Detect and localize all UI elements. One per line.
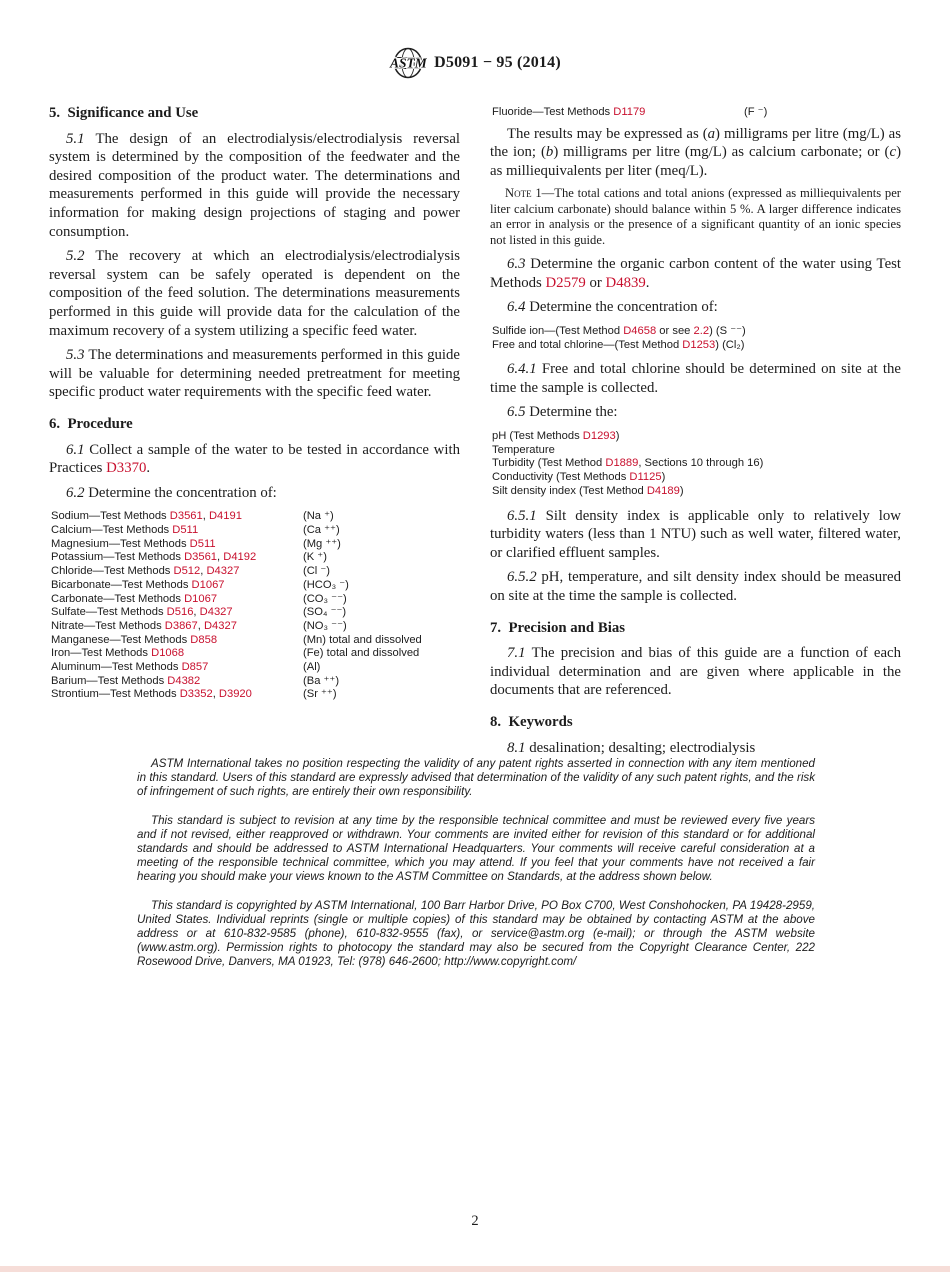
table-row — [51, 634, 460, 648]
text-run: 6.2 — [66, 484, 89, 501]
table-line — [492, 430, 901, 444]
text-run: ) — [661, 471, 666, 484]
text-run: 6.4.1 — [507, 361, 542, 378]
text-run: (Cl ⁻) — [303, 565, 331, 578]
text-run: c — [889, 144, 897, 161]
ref-link[interactable]: D3561 — [169, 510, 203, 523]
text-run: (Sr ⁺⁺) — [303, 688, 337, 701]
text-run: The determinations and measurements performed in this guide will be valuable for determining needed pretreatment for meeting specific product water requirements with the specific feed water. — [49, 347, 460, 401]
text-run: Determine the concentration of: — [529, 299, 718, 316]
text-run: Nitrate—Test Methods — [51, 619, 165, 632]
section-7-heading: 7. Precision and Bias — [490, 619, 625, 636]
note-1 — [490, 186, 901, 248]
text-run: Free and total chlorine should be determined on site at the time the sample is collected. — [490, 361, 901, 396]
table-row — [51, 675, 460, 689]
table-cell-formula — [303, 565, 460, 579]
text-run: Strontium—Test Methods — [51, 688, 180, 701]
ref-link[interactable]: D1293 — [582, 430, 616, 443]
table-row — [51, 510, 460, 524]
table-cell-formula — [303, 524, 460, 538]
table-row — [51, 538, 460, 552]
text-run: 8.1 — [507, 739, 530, 756]
ref-link[interactable]: 2.2 — [693, 324, 710, 337]
table-cell-method — [492, 106, 744, 120]
text-run: Turbidity (Test Method — [492, 457, 606, 470]
text-run: (Al) — [303, 661, 321, 674]
text-run: Determine the organic carbon content of the water using Test Methods — [490, 256, 902, 291]
text-run: 5.1 — [66, 130, 96, 147]
two-column-body — [49, 104, 901, 763]
para-6-4-1 — [490, 360, 901, 397]
table-cell-method — [51, 620, 303, 634]
astm-logo-icon — [389, 46, 427, 80]
text-run: . — [146, 460, 151, 477]
ref-link[interactable]: D1179 — [613, 106, 646, 118]
text-run: Determine the concentration of: — [88, 484, 277, 501]
text-run: Conductivity (Test Methods — [492, 471, 630, 484]
text-run: or — [585, 274, 606, 291]
ref-link[interactable]: D858 — [190, 633, 218, 646]
ref-link[interactable]: D1067 — [191, 578, 225, 591]
ref-link[interactable]: D3867 — [164, 619, 198, 632]
ref-link[interactable]: D4191 — [208, 510, 242, 523]
text-run: Determine the: — [529, 404, 618, 421]
ref-link[interactable]: D1068 — [151, 647, 185, 660]
ref-link[interactable]: D516 — [166, 606, 194, 619]
text-run: Free and total chlorine—(Test Method — [492, 338, 683, 351]
text-run: Silt density index is applicable only to relatively low turbidity waters (less than 1 NTU) such as well water, filtered water, or clarified effluent samples. — [490, 507, 901, 561]
footer-legal-block — [137, 757, 815, 984]
page-bottom-edge — [0, 1266, 950, 1272]
text-run: or see — [656, 324, 694, 337]
ref-link[interactable]: D1125 — [629, 471, 662, 484]
table-row — [51, 606, 460, 620]
table-row — [51, 551, 460, 565]
text-run: (Mg ⁺⁺) — [303, 537, 341, 550]
text-run: (K ⁺) — [303, 551, 327, 564]
text-run: 6.1 — [66, 441, 90, 458]
text-run: 6.5 — [507, 404, 530, 421]
text-run: ) — [679, 484, 684, 497]
text-run: . — [645, 274, 650, 291]
table-cell-method — [51, 524, 303, 538]
ref-link[interactable]: D4327 — [206, 565, 240, 578]
table-line — [492, 485, 901, 499]
text-run: The results may be expressed as ( — [507, 125, 708, 142]
para-6-1 — [49, 441, 460, 478]
text-run: 6.4 — [507, 299, 530, 316]
ref-link[interactable]: D4382 — [167, 674, 201, 687]
table-line — [492, 471, 901, 485]
table-cell-method — [51, 593, 303, 607]
text-run: (NO₃ ⁻⁻) — [303, 619, 347, 632]
para-results-expression — [490, 125, 901, 181]
section-5-heading: 5. Significance and Use — [49, 105, 199, 121]
para-5-1 — [49, 130, 460, 242]
table-line — [492, 339, 901, 353]
text-run: ) (S ⁻⁻) — [709, 324, 746, 337]
text-run: (Mn) total and dissolved — [303, 633, 422, 646]
right-column — [490, 104, 901, 763]
table-row — [51, 524, 460, 538]
ref-link[interactable]: D3561 — [184, 551, 218, 564]
text-run: ) milligrams per litre (mg/L) as calcium carbonate; or ( — [553, 144, 890, 161]
table-cell-formula — [303, 661, 460, 675]
ref-link[interactable]: D1067 — [184, 592, 218, 605]
section-8-heading: 8. Keywords — [490, 713, 573, 730]
table-cell-method — [51, 510, 303, 524]
ref-link[interactable]: D4192 — [223, 551, 257, 564]
text-run: 5.2 — [66, 248, 96, 265]
text-run: 6.5.2 — [507, 569, 542, 586]
text-run: (Ca ⁺⁺) — [303, 523, 340, 536]
text-run: The precision and bias of this guide are a function of each individual determination and are given where applicable in the documents that are referenced. — [490, 645, 901, 699]
table-cell-formula — [303, 579, 460, 593]
para-6-2 — [49, 484, 460, 503]
table-cell-method — [51, 661, 303, 675]
text-run: 6.5.1 — [507, 507, 546, 524]
ref-link[interactable]: D4189 — [646, 484, 680, 497]
text-run: Aluminum—Test Methods — [51, 661, 182, 674]
ref-link[interactable]: D4327 — [199, 606, 233, 619]
table-row — [51, 593, 460, 607]
text-run: Collect a sample of the water to be tested in accordance with Practices — [49, 441, 460, 477]
para-6-5-1 — [490, 507, 901, 563]
table-cell-formula — [303, 538, 460, 552]
ref-link[interactable]: D1253 — [682, 338, 716, 351]
text-run: Sulfide ion—(Test Method — [492, 324, 624, 337]
ref-link[interactable]: D512 — [173, 565, 201, 578]
table-cell-method — [51, 647, 303, 661]
text-run: , — [217, 551, 224, 564]
table-cell-method — [51, 579, 303, 593]
table-row — [51, 688, 460, 702]
text-run: pH, temperature, and silt density index should be measured on site at the time the sample is collected. — [490, 569, 901, 604]
patent-disclaimer: ASTM International takes no position respecting the validity of any patent rights asserted in connection with any item mentioned in this standard. Users of this standard are expressly advised that determination of the validity of any such patent rights, and the risk of infringement of such rights, are entirely their own responsibility. — [137, 757, 815, 799]
table-cell-method — [51, 634, 303, 648]
fluoride-method-row — [492, 106, 901, 120]
ref-link[interactable]: D3370 — [106, 460, 147, 477]
ref-link[interactable]: D3920 — [218, 688, 252, 701]
ref-link[interactable]: D511 — [189, 537, 216, 550]
ref-link[interactable]: D1889 — [605, 457, 639, 470]
text-run: , — [193, 606, 200, 619]
table-cell-formula — [303, 688, 460, 702]
para-6-5-2 — [490, 568, 901, 605]
sulfide-chlorine-table — [492, 325, 901, 352]
table-cell-method — [51, 675, 303, 689]
table-cell-formula — [303, 675, 460, 689]
text-run: ) (Cl₂) — [715, 338, 745, 351]
text-run: , — [200, 565, 207, 578]
text-run: Manganese—Test Methods — [51, 633, 191, 646]
text-run: Iron—Test Methods — [51, 647, 152, 660]
ref-link[interactable]: D3352 — [179, 688, 213, 701]
table-row — [51, 647, 460, 661]
text-run: pH (Test Methods — [492, 430, 583, 443]
table-cell-method — [51, 538, 303, 552]
text-run: desalination; desalting; electrodialysis — [529, 739, 756, 756]
para-8-1 — [490, 739, 901, 758]
table-cell-formula — [303, 593, 460, 607]
text-run: (HCO₃ ⁻) — [303, 578, 349, 591]
table-line — [492, 457, 901, 471]
standard-designation: D5091 − 95 (2014) — [434, 54, 561, 71]
text-run: Sulfate—Test Methods — [51, 606, 167, 619]
table-line — [492, 444, 901, 458]
text-run: 6.3 — [507, 256, 531, 273]
table-cell-formula — [303, 551, 460, 565]
copyright-notice: This standard is copyrighted by ASTM International, 100 Barr Harbor Drive, PO Box C700, West Conshohocken, PA 19428-2959, United States. Individual reprints (single or multiple copies) of this standard may be obtained by contacting ASTM at the above address or at 610-832-9585 (phone), 610-832-9555 (fax), or service@astm.org (e-mail); or through the ASTM website (www.astm.org). Permission rights to photocopy the standard may also be secured from the Copyright Clearance Center, 222 Rosewood Drive, Danvers, MA 01923, Tel: (978) 646-2600; http://www.copyright.com/ — [137, 898, 815, 969]
concentration-methods-table — [51, 510, 460, 702]
text-run: ) as milliequivalents per liter (meq/L). — [490, 144, 901, 179]
text-run: ) — [615, 430, 620, 443]
ref-link[interactable]: D857 — [181, 661, 209, 674]
text-run: Bicarbonate—Test Methods — [51, 578, 192, 591]
table-cell-method — [51, 551, 303, 565]
table-row — [492, 106, 901, 120]
table-cell-formula — [303, 510, 460, 524]
table-cell-formula — [303, 634, 460, 648]
ref-link[interactable]: D2579 — [545, 274, 586, 291]
text-run: Note 1— — [505, 186, 555, 201]
left-column — [49, 104, 460, 763]
para-5-2 — [49, 247, 460, 340]
text-run: Barium—Test Methods — [51, 674, 168, 687]
text-run: Silt density index (Test Method — [492, 484, 647, 497]
text-run: The recovery at which an electrodialysis/electrodialysis reversal system can be safely operated is dependent on the composition of the feed solution. The determinations measurements performed in this guide will provide data for the calculation of the maximum recovery of a system utilizing a specific feed water. — [49, 248, 460, 339]
text-run: 7.1 — [507, 645, 532, 662]
table-row — [51, 579, 460, 593]
page-header — [49, 46, 901, 80]
table-line — [492, 325, 901, 339]
para-5-3 — [49, 346, 460, 402]
table-cell-formula — [744, 106, 901, 120]
table-row — [51, 620, 460, 634]
text-run: , — [197, 619, 204, 632]
text-run: Chloride—Test Methods — [51, 565, 174, 578]
text-run: , — [202, 510, 209, 523]
text-run: Temperature — [492, 443, 555, 456]
text-run: Potassium—Test Methods — [51, 551, 185, 564]
table-cell-formula — [303, 620, 460, 634]
page-number: 2 — [471, 1213, 479, 1229]
table-row — [51, 565, 460, 579]
text-run: The total cations and total anions (expressed as milliequivalents per liter calcium carbonate) should balance within 5 %. A larger difference indicates an error in analysis or the presence of a significant quantity of an ionic species not listed in this guide. — [490, 186, 902, 247]
ref-link[interactable]: D4327 — [203, 619, 237, 632]
text-run: (CO₃ ⁻⁻) — [303, 592, 347, 605]
text-run: (Fe) total and dissolved — [303, 647, 420, 660]
text-run: Carbonate—Test Methods — [51, 592, 185, 605]
text-run: (SO₄ ⁻⁻) — [303, 606, 347, 619]
text-run: ) milligrams per litre (mg/L) as the ion; ( — [490, 125, 901, 161]
table-cell-method — [51, 565, 303, 579]
text-run: Calcium—Test Methods — [51, 523, 173, 536]
section-6-heading: 6. Procedure — [49, 415, 133, 432]
table-cell-method — [51, 606, 303, 620]
table-row — [51, 661, 460, 675]
text-run: The design of an electrodialysis/electrodialysis reversal system is determined by the composition of the feedwater and the desired composition of the product water. The determinations and measurements performed in this guide will provide the necessary information for making design projections of staging and power consumption. — [49, 130, 460, 240]
table-cell-formula — [303, 647, 460, 661]
text-run: Sodium—Test Methods — [51, 510, 170, 523]
svg-text:ASTM: ASTM — [390, 55, 427, 71]
text-run: Fluoride—Test Methods — [492, 106, 614, 118]
ref-link[interactable]: D4839 — [605, 274, 646, 291]
determine-parameters-table — [492, 430, 901, 499]
ref-link[interactable]: D511 — [172, 523, 199, 536]
text-run: Magnesium—Test Methods — [51, 537, 190, 550]
text-run: , — [212, 688, 219, 701]
text-run: (Ba ⁺⁺) — [303, 674, 340, 687]
text-run: b — [545, 144, 554, 161]
text-run: (Na ⁺) — [303, 510, 334, 523]
para-6-3 — [490, 255, 901, 292]
para-7-1 — [490, 644, 901, 700]
table-cell-formula — [303, 606, 460, 620]
revision-notice: This standard is subject to revision at any time by the responsible technical committee and must be reviewed every five years and if not revised, either reapproved or withdrawn. Your comments are invited either for revision of this standard or for additional standards and should be addressed to ASTM International Headquarters. Your comments will receive careful consideration at a meeting of the responsible technical committee, which you may attend. If you feel that your comments have not received a fair hearing you should make your views known to the ASTM Committee on Standards, at the address shown below. — [137, 813, 815, 884]
text-run: (F ⁻) — [744, 106, 768, 118]
text-run: , Sections 10 through 16) — [638, 457, 764, 470]
text-run: a — [707, 125, 716, 142]
ref-link[interactable]: D4658 — [623, 324, 657, 337]
para-6-5 — [490, 403, 901, 422]
table-cell-method — [51, 688, 303, 702]
para-6-4 — [490, 298, 901, 317]
text-run: 5.3 — [66, 347, 89, 364]
